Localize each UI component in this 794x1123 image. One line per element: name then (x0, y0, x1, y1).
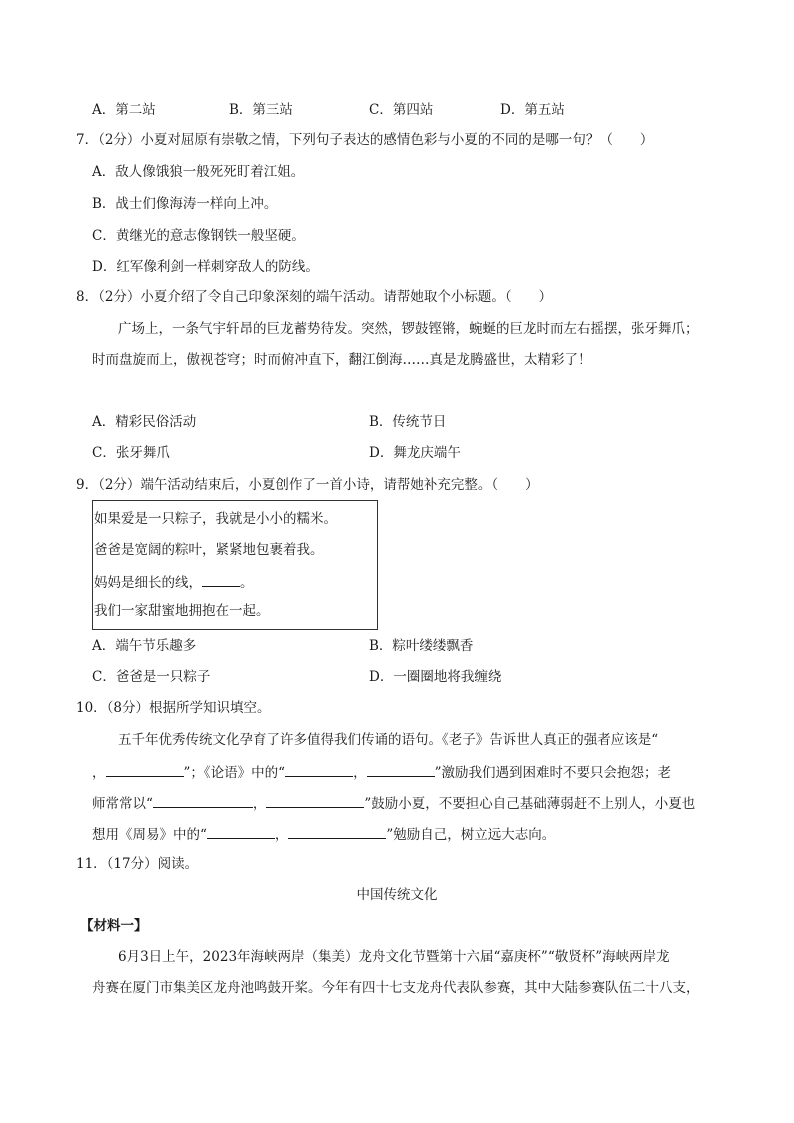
q8-passage-line2: 时而盘旋而上，傲视苍穹；时而俯冲直下，翻江倒海……真是龙腾盛世，太精彩了！ (92, 352, 592, 368)
q7-stem: 7．（2分）小夏对屈原有崇敬之情，下列句子表达的感情色彩与小夏的不同的是哪一句？（ ） (76, 132, 654, 148)
q8-option-a[interactable]: A．精彩民俗活动 (92, 414, 197, 430)
q10-text: ”鼓励小夏，不要担心自己基础薄弱赶不上别人，小夏也 (364, 796, 696, 812)
q9-option-d[interactable]: D．一圈圈地将我缠绕 (369, 669, 502, 685)
q9-option-c[interactable]: C．爸爸是一只粽子 (92, 669, 211, 685)
fill-blank[interactable] (288, 824, 386, 839)
q9-option-a[interactable]: A．端午节乐趣多 (92, 638, 197, 654)
q6-option-d[interactable]: D．第五站 (500, 102, 565, 118)
q6-option-c[interactable]: C．第四站 (369, 102, 434, 118)
poem-line-4: 我们一家甜蜜地拥抱在一起。 (94, 603, 270, 619)
q10-text: ， (353, 765, 367, 781)
q10-text: 师常常以“ (92, 796, 153, 812)
q8-option-d[interactable]: D．舞龙庆端午 (369, 445, 461, 461)
q6-option-a[interactable]: A．第二站 (92, 102, 156, 118)
q10-line4 (92, 824, 555, 844)
fill-blank[interactable] (153, 793, 253, 808)
q10-text: ， (92, 765, 106, 781)
fill-blank[interactable] (207, 824, 275, 839)
poem-blank[interactable] (202, 572, 240, 587)
q11-stem: 11．（17分）阅读。 (76, 856, 199, 872)
poem-line-3 (94, 572, 254, 592)
fill-blank[interactable] (106, 762, 184, 777)
material-paragraph-line2: 舟赛在厦门市集美区龙舟池鸣鼓开桨。今年有四十七支龙舟代表队参赛，其中大陆参赛队伍二十八支， (92, 980, 700, 996)
q8-option-c[interactable]: C．张牙舞爪 (92, 445, 170, 461)
poem-line-3-end: 。 (240, 575, 254, 591)
q6-option-b[interactable]: B．第三站 (229, 102, 293, 118)
q10-stem: 10．（8分）根据所学知识填空。 (76, 700, 271, 716)
q7-option-b[interactable]: B．战士们像海涛一样向上冲。 (92, 196, 278, 212)
q8-option-b[interactable]: B．传统节日 (369, 414, 447, 430)
poem-line-3-text: 妈妈是细长的线， (94, 575, 202, 591)
material-paragraph-line1: 6月3日上午，2023年海峡两岸（集美）龙舟文化节暨第十六届“嘉庚杯”“敬贤杯”海峡两岸龙 (118, 949, 670, 965)
q9-stem: 9．（2分）端午活动结束后，小夏创作了一首小诗，请帮她补充完整。（ ） (76, 477, 539, 493)
q10-line3 (92, 793, 695, 813)
fill-blank[interactable] (266, 793, 364, 808)
q10-line2 (92, 762, 671, 782)
reading-title: 中国传统文化 (356, 887, 438, 903)
q9-option-b[interactable]: B．粽叶缕缕飘香 (369, 638, 474, 654)
q10-text: ， (274, 827, 289, 843)
q8-passage-line1: 广场上，一条气宇轩昂的巨龙蓄势待发。突然，锣鼓铿锵，蜿蜒的巨龙时而左右摇摆，张牙舞爪； (118, 321, 699, 337)
q10-text: ”；《论语》中的“ (183, 765, 286, 781)
q10-text: ”激励我们遇到困难时不要只会抱怨；老 (434, 765, 671, 781)
fill-blank[interactable] (367, 762, 435, 777)
q10-text: 想用《周易》中的“ (92, 827, 207, 843)
material-label: 【材料一】 (80, 918, 148, 934)
q10-text: ， (252, 796, 267, 812)
q7-option-c[interactable]: C．黄继光的意志像钢铁一般坚硬。 (92, 228, 305, 244)
q10-text: ”勉励自己，树立远大志向。 (386, 827, 556, 843)
poem-line-2: 爸爸是宽阔的粽叶，紧紧地包裹着我。 (94, 542, 324, 558)
q10-line1: 五千年优秀传统文化孕育了许多值得我们传诵的语句。《老子》告诉世人真正的强者应该是“ (118, 732, 659, 748)
q8-stem: 8．（2分）小夏介绍了令自己印象深刻的端午活动。请帮她取个小标题。（ ） (76, 289, 553, 305)
q7-option-d[interactable]: D．红军像利剑一样刺穿敌人的防线。 (92, 259, 319, 275)
q7-option-a[interactable]: A．敌人像饿狼一般死死盯着江姐。 (92, 164, 305, 180)
poem-line-1: 如果爱是一只粽子，我就是小小的糯米。 (94, 511, 337, 527)
fill-blank[interactable] (285, 762, 353, 777)
